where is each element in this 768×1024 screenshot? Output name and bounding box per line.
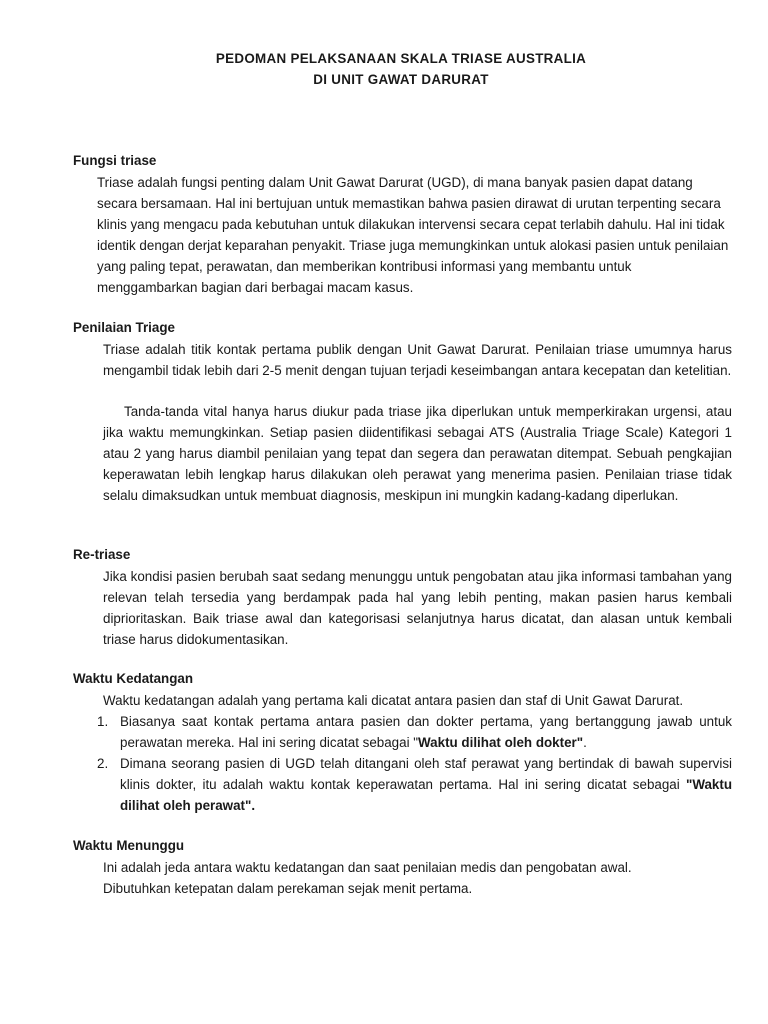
list-number: 2.	[97, 756, 109, 771]
heading-waktu-menunggu: Waktu Menunggu	[73, 838, 185, 853]
list-item-text: Dimana seorang pasien di UGD telah ditangani oleh staf perawat yang bertindak di bawah supervisi klinis dokter, itu adalah waktu kontak keperawatan pertama. Hal ini sering dicatat sebagai	[120, 756, 732, 792]
heading-re-triase: Re-triase	[73, 547, 131, 562]
document-title-line-1: PEDOMAN PELAKSANAAN SKALA TRIASE AUSTRALIA	[215, 51, 587, 66]
list-item	[120, 711, 732, 753]
paragraph-waktu-kedatangan: Waktu kedatangan adalah yang pertama kali dicatat antara pasien dan staf di Unit Gawat Darurat.	[103, 693, 684, 708]
list-item-tail: .	[583, 735, 587, 750]
heading-penilaian-triage: Penilaian Triage	[73, 320, 175, 335]
heading-waktu-kedatangan: Waktu Kedatangan	[73, 671, 194, 686]
paragraph-re-triase: Jika kondisi pasien berubah saat sedang menunggu untuk pengobatan atau jika informasi tambahan yang relevan telah tersedia yang berdampak pada hal yang lebih penting, makan pasien harus kembali diprioritaskan. Baik triase awal dan kategorisasi selanjutnya harus dicatat, dan alasan untuk kembali triase harus didokumentasikan.	[103, 569, 732, 647]
list-item-bold-text: Waktu dilihat oleh dokter"	[418, 735, 584, 750]
paragraph-penilaian-2: Tanda-tanda vital hanya harus diukur pada triase jika diperlukan untuk memperkirakan urgensi, atau jika waktu memungkinkan. Setiap pasien diidentifikasi sebagai ATS (Australia Triage Scale) Kategori 1 atau 2 yang harus diambil penilaian yang tepat dan segera dan perawatan ditempat. Sebuah pengkajian keperawatan lebih lengkap harus dilakukan oleh perawat yang menerima pasien. Penilaian triase tidak selalu dimaksudkan untuk membuat diagnosis, meskipun ini mungkin kadang-kadang diperlukan.	[103, 404, 732, 503]
list-item-bold-text: "Waktu dilihat oleh perawat".	[120, 777, 732, 813]
list-item-text: Biasanya saat kontak pertama antara pasien dan dokter pertama, yang bertanggung jawab untuk perawatan mereka. Hal ini sering dicatat sebagai "	[120, 714, 732, 750]
list-number: 1.	[97, 714, 109, 729]
paragraph-waktu-menunggu-2: Dibutuhkan ketepatan dalam perekaman sejak menit pertama.	[103, 881, 473, 896]
paragraph-fungsi-triase: Triase adalah fungsi penting dalam Unit Gawat Darurat (UGD), di mana banyak pasien dapat datang secara bersamaan. Hal ini bertujuan untuk memastikan bahwa pasien dirawat di urutan terpenting secara klinis yang mengacu pada kebutuhan untuk dilakukan intervensi secara cepat terlabih dahulu. Hal ini tidak identik dengan derjat keparahan penyakit. Triase juga memungkinkan untuk alokasi pasien untuk penilaian yang paling tepat, perawatan, dan memberikan kontribusi informasi yang membantu untuk menggambarkan bagian dari berbagai macam kasus.	[97, 175, 729, 295]
paragraph-waktu-menunggu-1: Ini adalah jeda antara waktu kedatangan dan saat penilaian medis dan pengobatan awal.	[103, 860, 632, 875]
heading-fungsi-triase: Fungsi triase	[73, 153, 157, 168]
list-item	[120, 753, 732, 816]
paragraph-penilaian-1: Triase adalah titik kontak pertama publik dengan Unit Gawat Darurat. Penilaian triase umumnya harus mengambil tidak lebih dari 2-5 menit dengan tujuan terjadi keseimbangan antara kecepatan dan ketelitian.	[103, 342, 732, 378]
document-title-line-2: DI UNIT GAWAT DARURAT	[313, 72, 489, 87]
